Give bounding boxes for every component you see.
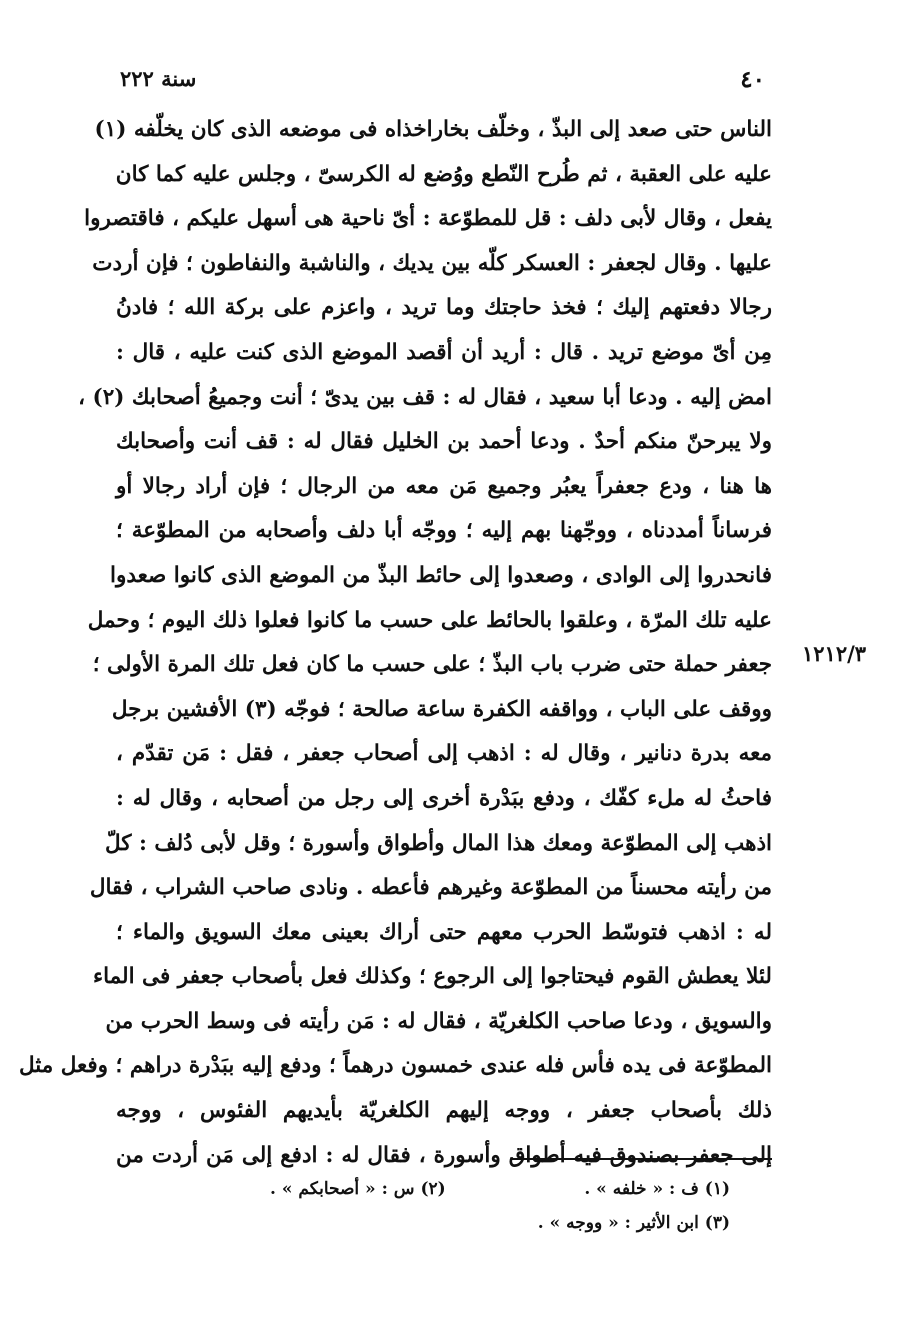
page-header [120, 66, 765, 100]
text-line: جعفر حملة حتى ضرب باب البذّ ؛ على حسب ما كان فعل تلك المرة الأولى ؛ [92, 652, 772, 678]
text-line: معه بدرة دنانير ، وقال له : اذهب إلى أصحاب جعفر ، فقل : مَن تقدّم ، [116, 741, 772, 767]
text-line: عليه تلك المرّة ، وعلقوا بالحائط على حسب ما كانوا فعلوا ذلك اليوم ؛ وحمل [87, 607, 772, 633]
footnote-3: (٣) ابن الأثير : « ووجه » . [537, 1213, 730, 1233]
footnote-row [270, 1172, 730, 1206]
footnote-1: (١) ف : « خلفه » . [584, 1179, 730, 1199]
text-line: امض إليه . ودعا أبا سعيد ، فقال له : قف بين يدىّ ؛ أنت وجميعُ أصحابك (٢) ، [78, 384, 772, 410]
text-line: ولا يبرحنّ منكم أحدٌ . ودعا أحمد بن الخليل فقال له : قف أنت وأصحابك [116, 429, 772, 455]
text-line: من رأيته محسناً من المطوّعة وغيرهم فأعطه . ونادى صاحب الشراب ، فقال [89, 875, 772, 901]
body-text [18, 108, 772, 1178]
text-line: إلى جعفر بصندوق فيه أطواق وأسورة ، فقال له : ادفع إلى مَن أردت من [116, 1142, 772, 1168]
footnotes [270, 1172, 730, 1240]
text-line: عليها . وقال لجعفر : العسكر كلّه بين يديك ، والناشبة والنفاطون ؛ فإن أردت [92, 250, 772, 276]
text-line: الناس حتى صعد إلى البذّ ، وخلّف بخاراخذاه فى موضعه الذى كان يخلّفه (١) [94, 117, 772, 142]
text-line: مِن أىّ موضع تريد . قال : أريد أن أقصد الموضع الذى كنت عليه ، قال : [116, 339, 772, 365]
text-line: فاحثُ له ملء كفّك ، ودفع ببَدْرة أخرى إلى رجل من أصحابه ، وقال له : [116, 785, 772, 811]
text-line: المطوّعة فى يده فأس فله عندى خمسون درهماً ؛ ودفع إليه ببَدْرة دراهم ؛ وفعل مثل [18, 1053, 772, 1079]
text-line: ذلك بأصحاب جعفر ، ووجه إليهم الكلغريّة بأيديهم الفئوس ، ووجه [116, 1098, 772, 1124]
text-line: لئلا يعطش القوم فيحتاجوا إلى الرجوع ؛ وكذلك فعل بأصحاب جعفر فى الماء [92, 964, 772, 990]
page-number: ٤٠ [740, 66, 765, 93]
running-header-year: سنة ٢٢٢ [120, 66, 197, 91]
text-line: يفعل ، وقال لأبى دلف : قل للمطوّعة : أىّ ناحية هى أسهل عليكم ، فاقتصروا [84, 206, 772, 232]
text-line: ووقف على الباب ، وواقفه الكفرة ساعة صالحة ؛ فوجّه (٣) الأفشين برجل [111, 696, 772, 722]
text-line: عليه على العقبة ، ثم طُرح النّطع ووُضع له الكرسىّ ، وجلس عليه كما كان [115, 161, 772, 187]
footnote-divider [512, 1158, 772, 1160]
text-line: والسويق ، ودعا صاحب الكلغريّة ، فقال له : مَن رأيته فى وسط الحرب من [105, 1008, 772, 1034]
footnote-2: (٢) س : « أصحابكم » . [270, 1179, 446, 1199]
text-line: فانحدروا إلى الوادى ، وصعدوا إلى حائط البذّ من الموضع الذى كانوا صعدوا [110, 562, 772, 588]
text-line: فرساناً أمددناه ، ووجّهنا بهم إليه ؛ ووجّه أبا دلف وأصحابه من المطوّعة ؛ [116, 518, 772, 544]
margin-page-reference: ١٢١٢/٣ [802, 641, 867, 666]
text-line: اذهب إلى المطوّعة ومعك هذا المال وأطواق وأسورة ؛ وقل لأبى دُلف : كلّ [104, 830, 772, 856]
text-line: رجالا دفعتهم إليك ؛ فخذ حاجتك وما تريد ، واعزم على بركة الله ؛ فادنُ [116, 295, 772, 321]
footnote-row [270, 1206, 730, 1240]
text-line: ها هنا ، ودع جعفراً يعبُر وجميع مَن معه من الرجال ؛ فإن أراد رجالا أو [116, 473, 772, 499]
text-line: له : اذهب فتوسّط الحرب معهم حتى أراك بعينى معك السويق والماء ؛ [116, 919, 772, 945]
